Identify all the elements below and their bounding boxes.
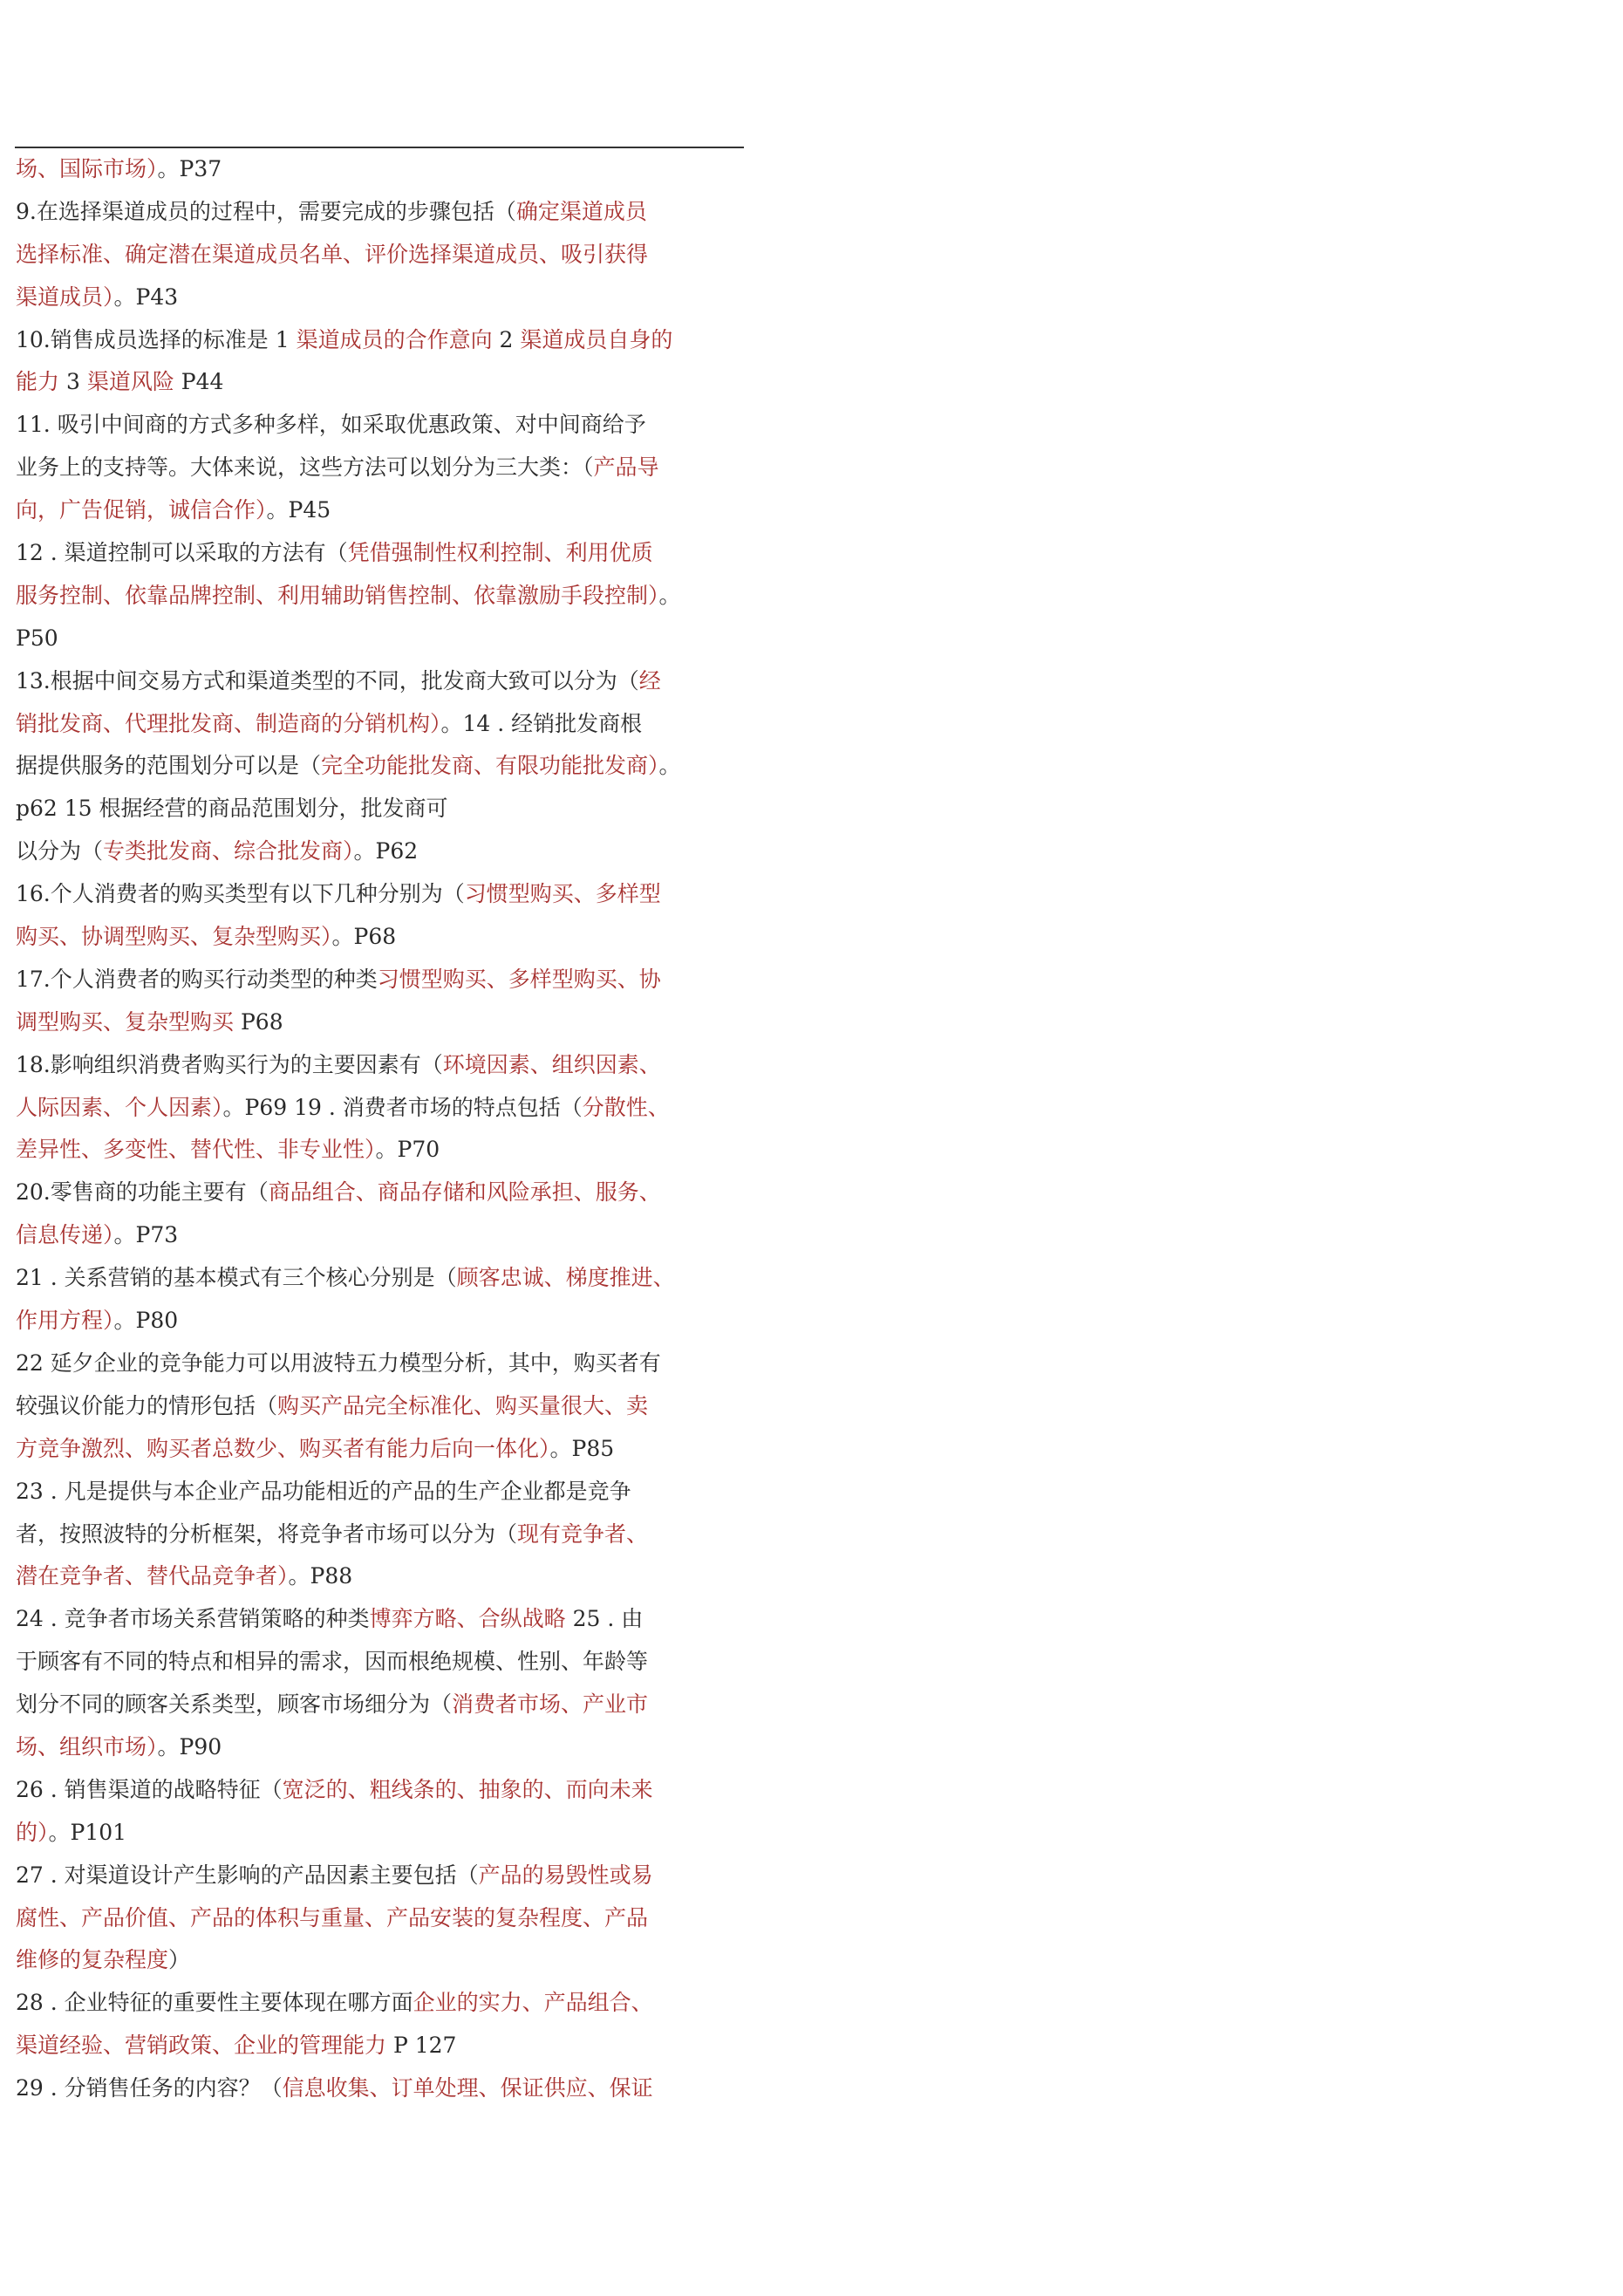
answer-text: 购买产品完全标准化、购买量很大、卖 [277, 1392, 649, 1418]
answer-text: 腐性、产品价值、产品的体积与重量、产品安装的复杂程度、产品 [16, 1904, 649, 1930]
question-text: 。14 . 经销批发商根 [440, 710, 643, 736]
question-text: 9.在选择渠道成员的过程中，需要完成的步骤包括（ [16, 198, 516, 224]
question-text: 26 . 销售渠道的战略特征（ [16, 1776, 283, 1802]
answer-text: 博弈方略、合纵战略 [369, 1606, 566, 1632]
answer-text: 潜在竞争者、替代品竞争者） [16, 1563, 289, 1589]
question-text: 28 . 企业特征的重要性主要体现在哪方面 [16, 1990, 413, 2016]
text-line [16, 1812, 744, 1855]
question-text: p62 15 根据经营的商品范围划分，批发商可 [16, 796, 448, 822]
question-text: 。P80 [113, 1308, 179, 1334]
question-text: 16.个人消费者的购买类型有以下几种分别为（ [16, 881, 465, 907]
question-text: 。P45 [266, 497, 331, 523]
text-line [16, 191, 744, 234]
answer-text: 企业的实力、产品组合、 [413, 1990, 653, 2016]
question-text: 。 [658, 582, 681, 608]
question-text: P68 [234, 1008, 283, 1035]
text-line [16, 788, 744, 830]
answer-text: 能力 [16, 369, 60, 395]
question-text: 者，按照波特的分析框架，将竞争者市场可以分为（ [16, 1520, 518, 1547]
answer-text: 信息传递） [16, 1222, 114, 1248]
document-body [16, 148, 744, 2110]
answer-text: 选择标准、确定潜在渠道成员名单、评价选择渠道成员、吸引获得 [16, 241, 649, 267]
answer-text: 顾客忠诚、梯度推进、 [456, 1265, 675, 1291]
answer-text: 商品组合、商品存储和风险承担、服务、 [268, 1179, 661, 1206]
text-line [16, 148, 744, 191]
text-line [16, 404, 744, 447]
answer-text: 方竞争激烈、购买者总数少、购买者有能力后向一体化） [16, 1435, 550, 1461]
text-line [16, 1514, 744, 1556]
question-text: 13.根据中间交易方式和渠道类型的不同，批发商大致可以分为（ [16, 667, 639, 694]
text-line [16, 2025, 744, 2067]
question-text: 11. 吸引中间商的方式多种多样，如采取优惠政策、对中间商给予 [16, 412, 646, 438]
text-line [16, 1428, 744, 1471]
answer-text: 信息收集、订单处理、保证供应、保证 [282, 2075, 653, 2101]
answer-text: 确定渠道成员 [515, 198, 647, 224]
text-line [16, 1001, 744, 1044]
question-text: 29 . 分销售任务的内容？（ [16, 2075, 283, 2101]
answer-text: 完全功能批发商、有限功能批发商） [321, 753, 659, 779]
question-text: 据提供服务的范围划分可以是（ [16, 753, 322, 779]
answer-text: 专类批发商、综合批发商） [103, 838, 354, 864]
text-line [16, 319, 744, 362]
question-text: P50 [16, 625, 58, 651]
text-line [16, 1641, 744, 1684]
question-text: 2 [492, 326, 521, 352]
text-line [16, 1555, 744, 1598]
text-line [16, 959, 744, 1001]
answer-text: 环境因素、组织因素、 [442, 1051, 661, 1077]
text-line [16, 1598, 744, 1641]
answer-text: 凭借强制性权利控制、利用优质 [347, 540, 653, 566]
answer-text: 场、组织市场） [16, 1733, 158, 1760]
question-text: 25 . 由 [565, 1606, 644, 1632]
question-text: P 127 [386, 2033, 457, 2059]
answer-text: 的） [16, 1819, 49, 1845]
question-text: 。 [658, 753, 681, 779]
text-line [16, 1044, 744, 1087]
question-text: 较强议价能力的情形包括（ [16, 1392, 278, 1418]
question-text: 17.个人消费者的购买行动类型的种类 [16, 966, 378, 992]
text-line [16, 1214, 744, 1257]
answer-text: 渠道成员的合作意向 [296, 326, 493, 352]
text-line [16, 1855, 744, 1897]
answer-text: 作用方程） [16, 1308, 114, 1334]
text-line [16, 1257, 744, 1300]
question-text: 。P88 [288, 1563, 353, 1589]
question-text: 。P101 [48, 1819, 127, 1845]
answer-text: 经 [638, 667, 661, 694]
answer-text: 购买、协调型购买、复杂型购买） [16, 924, 332, 950]
question-text: 。P90 [157, 1733, 222, 1760]
question-text: 21 . 关系营销的基本模式有三个核心分别是（ [16, 1265, 457, 1291]
answer-text: 维修的复杂程度 [16, 1947, 169, 1973]
answer-text: 渠道经验、营销政策、企业的管理能力 [16, 2033, 387, 2059]
text-line [16, 447, 744, 489]
question-text: 10.销售成员选择的标准是 1 [16, 326, 297, 352]
text-line [16, 916, 744, 959]
answer-text: 现有竞争者、 [517, 1520, 649, 1547]
text-line [16, 1300, 744, 1343]
text-line [16, 234, 744, 277]
question-text: 。P43 [113, 284, 179, 310]
text-line [16, 1087, 744, 1130]
text-line [16, 575, 744, 618]
text-line [16, 1129, 744, 1172]
text-line [16, 618, 744, 660]
answer-text: 分散性、 [582, 1094, 670, 1120]
answer-text: 差异性、多变性、替代性、非专业性） [16, 1137, 376, 1163]
answer-text: 场、国际市场） [16, 156, 158, 181]
question-text: 。P68 [331, 924, 397, 950]
question-text: ） [168, 1947, 191, 1973]
answer-text: 习惯型购买、多样型 [464, 881, 661, 907]
question-text: 24 . 竞争者市场关系营销策略的种类 [16, 1606, 370, 1632]
answer-text: 宽泛的、粗线条的、抽象的、而向未来 [282, 1776, 653, 1802]
text-line [16, 1684, 744, 1726]
answer-text: 服务控制、依靠品牌控制、利用辅助销售控制、依靠激励手段控制） [16, 582, 659, 608]
answer-text: 人际因素、个人因素） [16, 1094, 223, 1120]
answer-text: 消费者市场、产业市 [452, 1691, 649, 1718]
question-text: 。P37 [157, 156, 222, 181]
answer-text: 产品的易毁性或易 [478, 1862, 653, 1888]
answer-text: 渠道成员自身的 [520, 326, 673, 352]
text-line [16, 830, 744, 873]
text-line [16, 2067, 744, 2110]
question-text: 于顾客有不同的特点和相异的需求，因而根绝规模、性别、年龄等 [16, 1649, 649, 1675]
text-line [16, 1343, 744, 1385]
question-text: 23 . 凡是提供与本企业产品功能相近的产品的生产企业都是竞争 [16, 1478, 631, 1504]
answer-text: 渠道风险 [86, 369, 174, 395]
question-text: 。P85 [549, 1435, 615, 1461]
answer-text: 调型购买、复杂型购买 [16, 1008, 235, 1035]
answer-text: 产品导 [593, 454, 659, 481]
text-line [16, 1471, 744, 1514]
question-text: 。P73 [113, 1222, 179, 1248]
question-text: 20.零售商的功能主要有（ [16, 1179, 269, 1206]
text-line [16, 660, 744, 703]
text-line [16, 873, 744, 916]
answer-text: 习惯型购买、多样型购买、协 [377, 966, 661, 992]
question-text: 22 延夕企业的竞争能力可以用波特五力模型分析，其中，购买者有 [16, 1350, 661, 1376]
question-text: 。P69 19 . 消费者市场的特点包括（ [222, 1094, 583, 1120]
question-text: 业务上的支持等。大体来说，这些方法可以划分为三大类：（ [16, 454, 594, 481]
text-line [16, 1982, 744, 2025]
question-text: 12 . 渠道控制可以采取的方法有（ [16, 540, 348, 566]
question-text: P44 [174, 369, 224, 395]
question-text: 划分不同的顾客关系类型，顾客市场细分为（ [16, 1691, 453, 1718]
text-line [16, 361, 744, 404]
text-line [16, 1769, 744, 1812]
answer-text: 向，广告促销，诚信合作） [16, 497, 267, 523]
answer-text: 渠道成员） [16, 284, 114, 310]
text-line [16, 703, 744, 746]
text-line [16, 489, 744, 532]
text-line [16, 745, 744, 788]
text-line [16, 1726, 744, 1769]
question-text: 。P62 [353, 838, 419, 864]
text-line [16, 1897, 744, 1940]
question-text: 3 [59, 369, 87, 395]
text-line [16, 1172, 744, 1214]
question-text: 以分为（ [16, 838, 104, 864]
text-line [16, 532, 744, 575]
text-line [16, 1939, 744, 1982]
text-line [16, 1385, 744, 1428]
answer-text: 销批发商、代理批发商、制造商的分销机构） [16, 710, 441, 736]
question-text: 18.影响组织消费者购买行为的主要因素有（ [16, 1051, 443, 1077]
question-text: 。P70 [375, 1137, 440, 1163]
text-line [16, 277, 744, 319]
question-text: 27 . 对渠道设计产生影响的产品因素主要包括（ [16, 1862, 479, 1888]
